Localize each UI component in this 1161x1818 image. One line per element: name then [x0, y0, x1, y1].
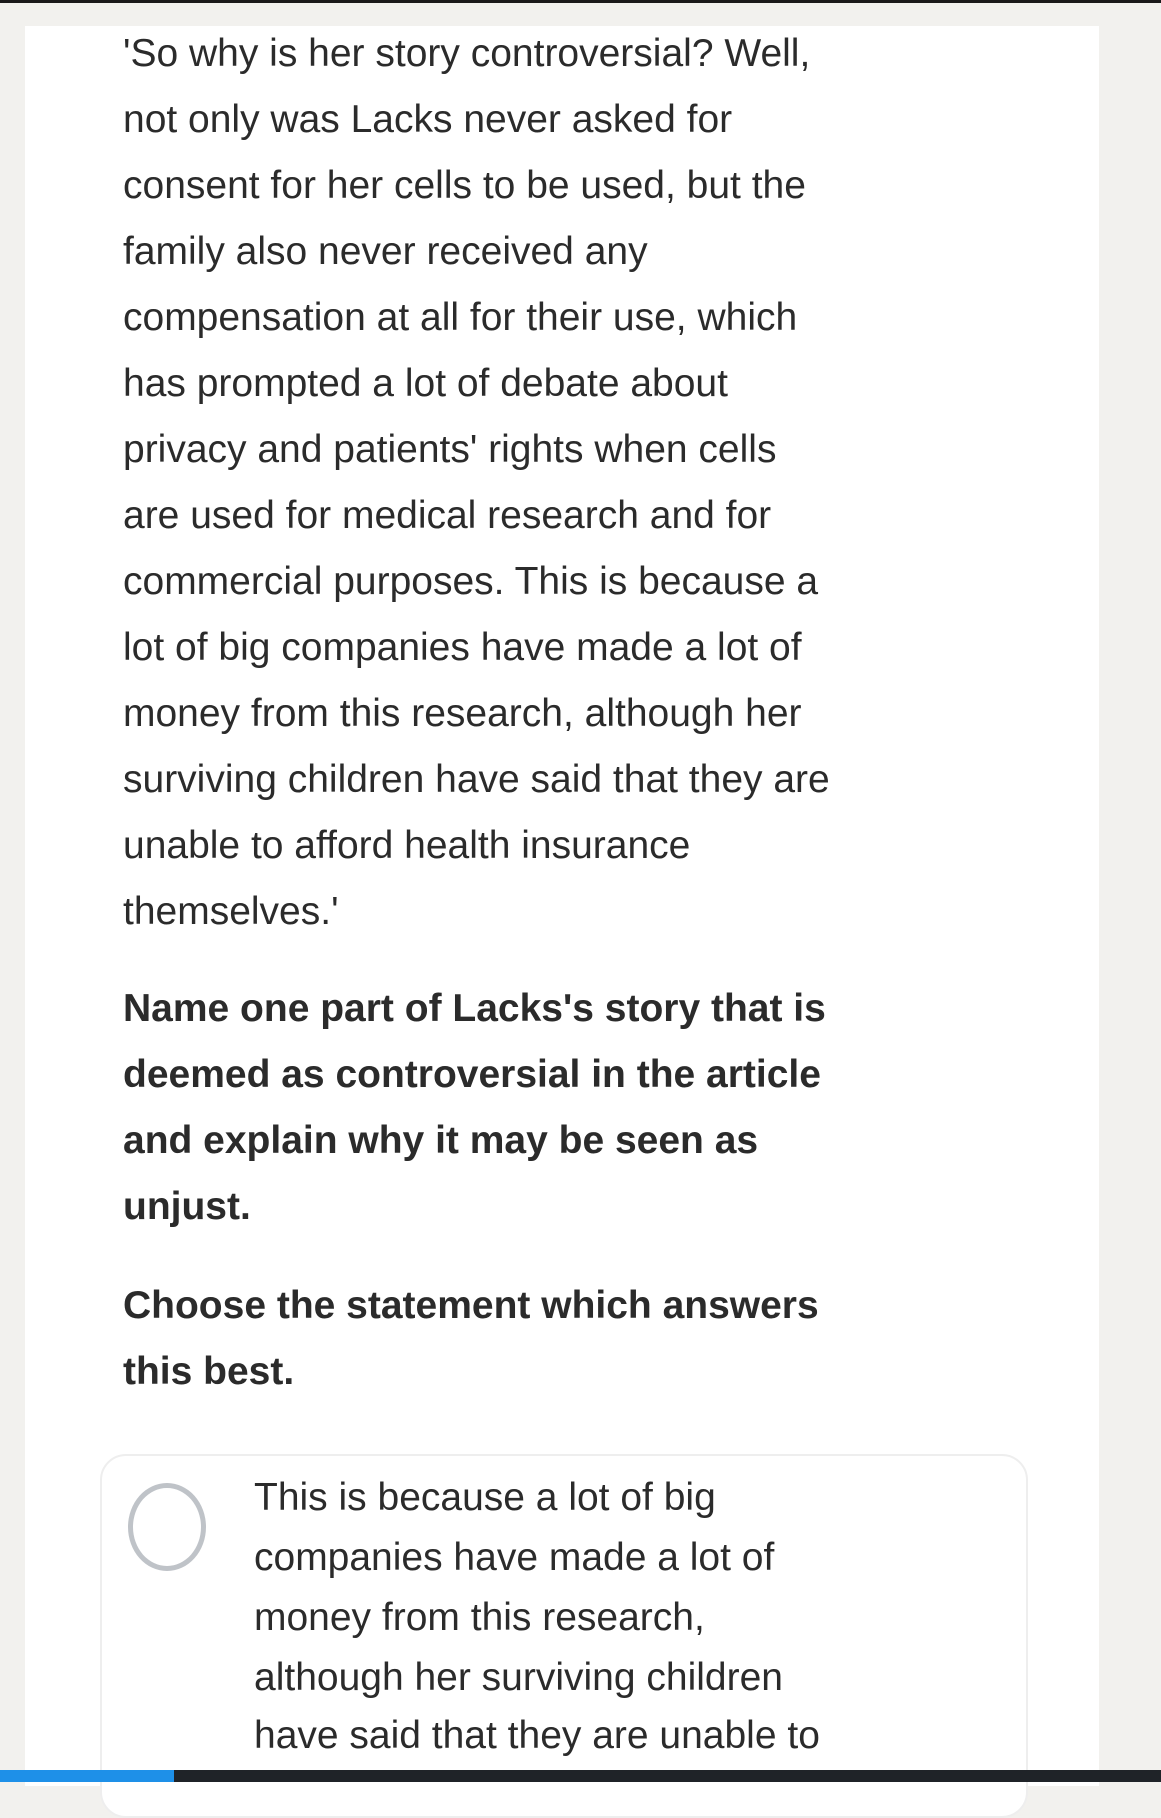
passage-line: 'So why is her story controversial? Well, — [123, 32, 811, 75]
question-line: unjust. — [123, 1185, 251, 1228]
progress-bar-fill — [0, 1770, 174, 1782]
passage-line: lot of big companies have made a lot of — [123, 626, 802, 669]
instruction-line: Choose the statement which answers — [123, 1284, 819, 1327]
passage-line: has prompted a lot of debate about — [123, 362, 728, 405]
passage-line: compensation at all for their use, which — [123, 296, 798, 339]
option-text-line: This is because a lot of big — [254, 1476, 716, 1519]
passage-line: privacy and patients' rights when cells — [123, 428, 777, 471]
question-line: deemed as controversial in the article — [123, 1053, 821, 1096]
option-text-line: money from this research, — [254, 1596, 705, 1639]
radio-button[interactable] — [128, 1483, 206, 1571]
question-line: and explain why it may be seen as — [123, 1119, 759, 1162]
passage-line: themselves.' — [123, 890, 339, 933]
instruction-line: this best. — [123, 1350, 295, 1393]
passage-line: are used for medical research and for — [123, 494, 772, 537]
question-line: Name one part of Lacks's story that is — [123, 987, 826, 1030]
answer-option-1[interactable] — [100, 1454, 1028, 1818]
progress-bar — [0, 1770, 1161, 1782]
passage-line: not only was Lacks never asked for — [123, 98, 733, 141]
option-text-line: have said that they are unable to — [254, 1714, 820, 1757]
passage-line: money from this research, although her — [123, 692, 802, 735]
passage-line: unable to afford health insurance — [123, 824, 691, 867]
passage-line: consent for her cells to be used, but the — [123, 164, 806, 207]
passage-line: surviving children have said that they are — [123, 758, 830, 801]
top-edge — [0, 0, 1161, 3]
option-text-line: companies have made a lot of — [254, 1536, 775, 1579]
passage-line: family also never received any — [123, 230, 648, 273]
passage-line: commercial purposes. This is because a — [123, 560, 819, 603]
option-text-line: although her surviving children — [254, 1656, 783, 1699]
